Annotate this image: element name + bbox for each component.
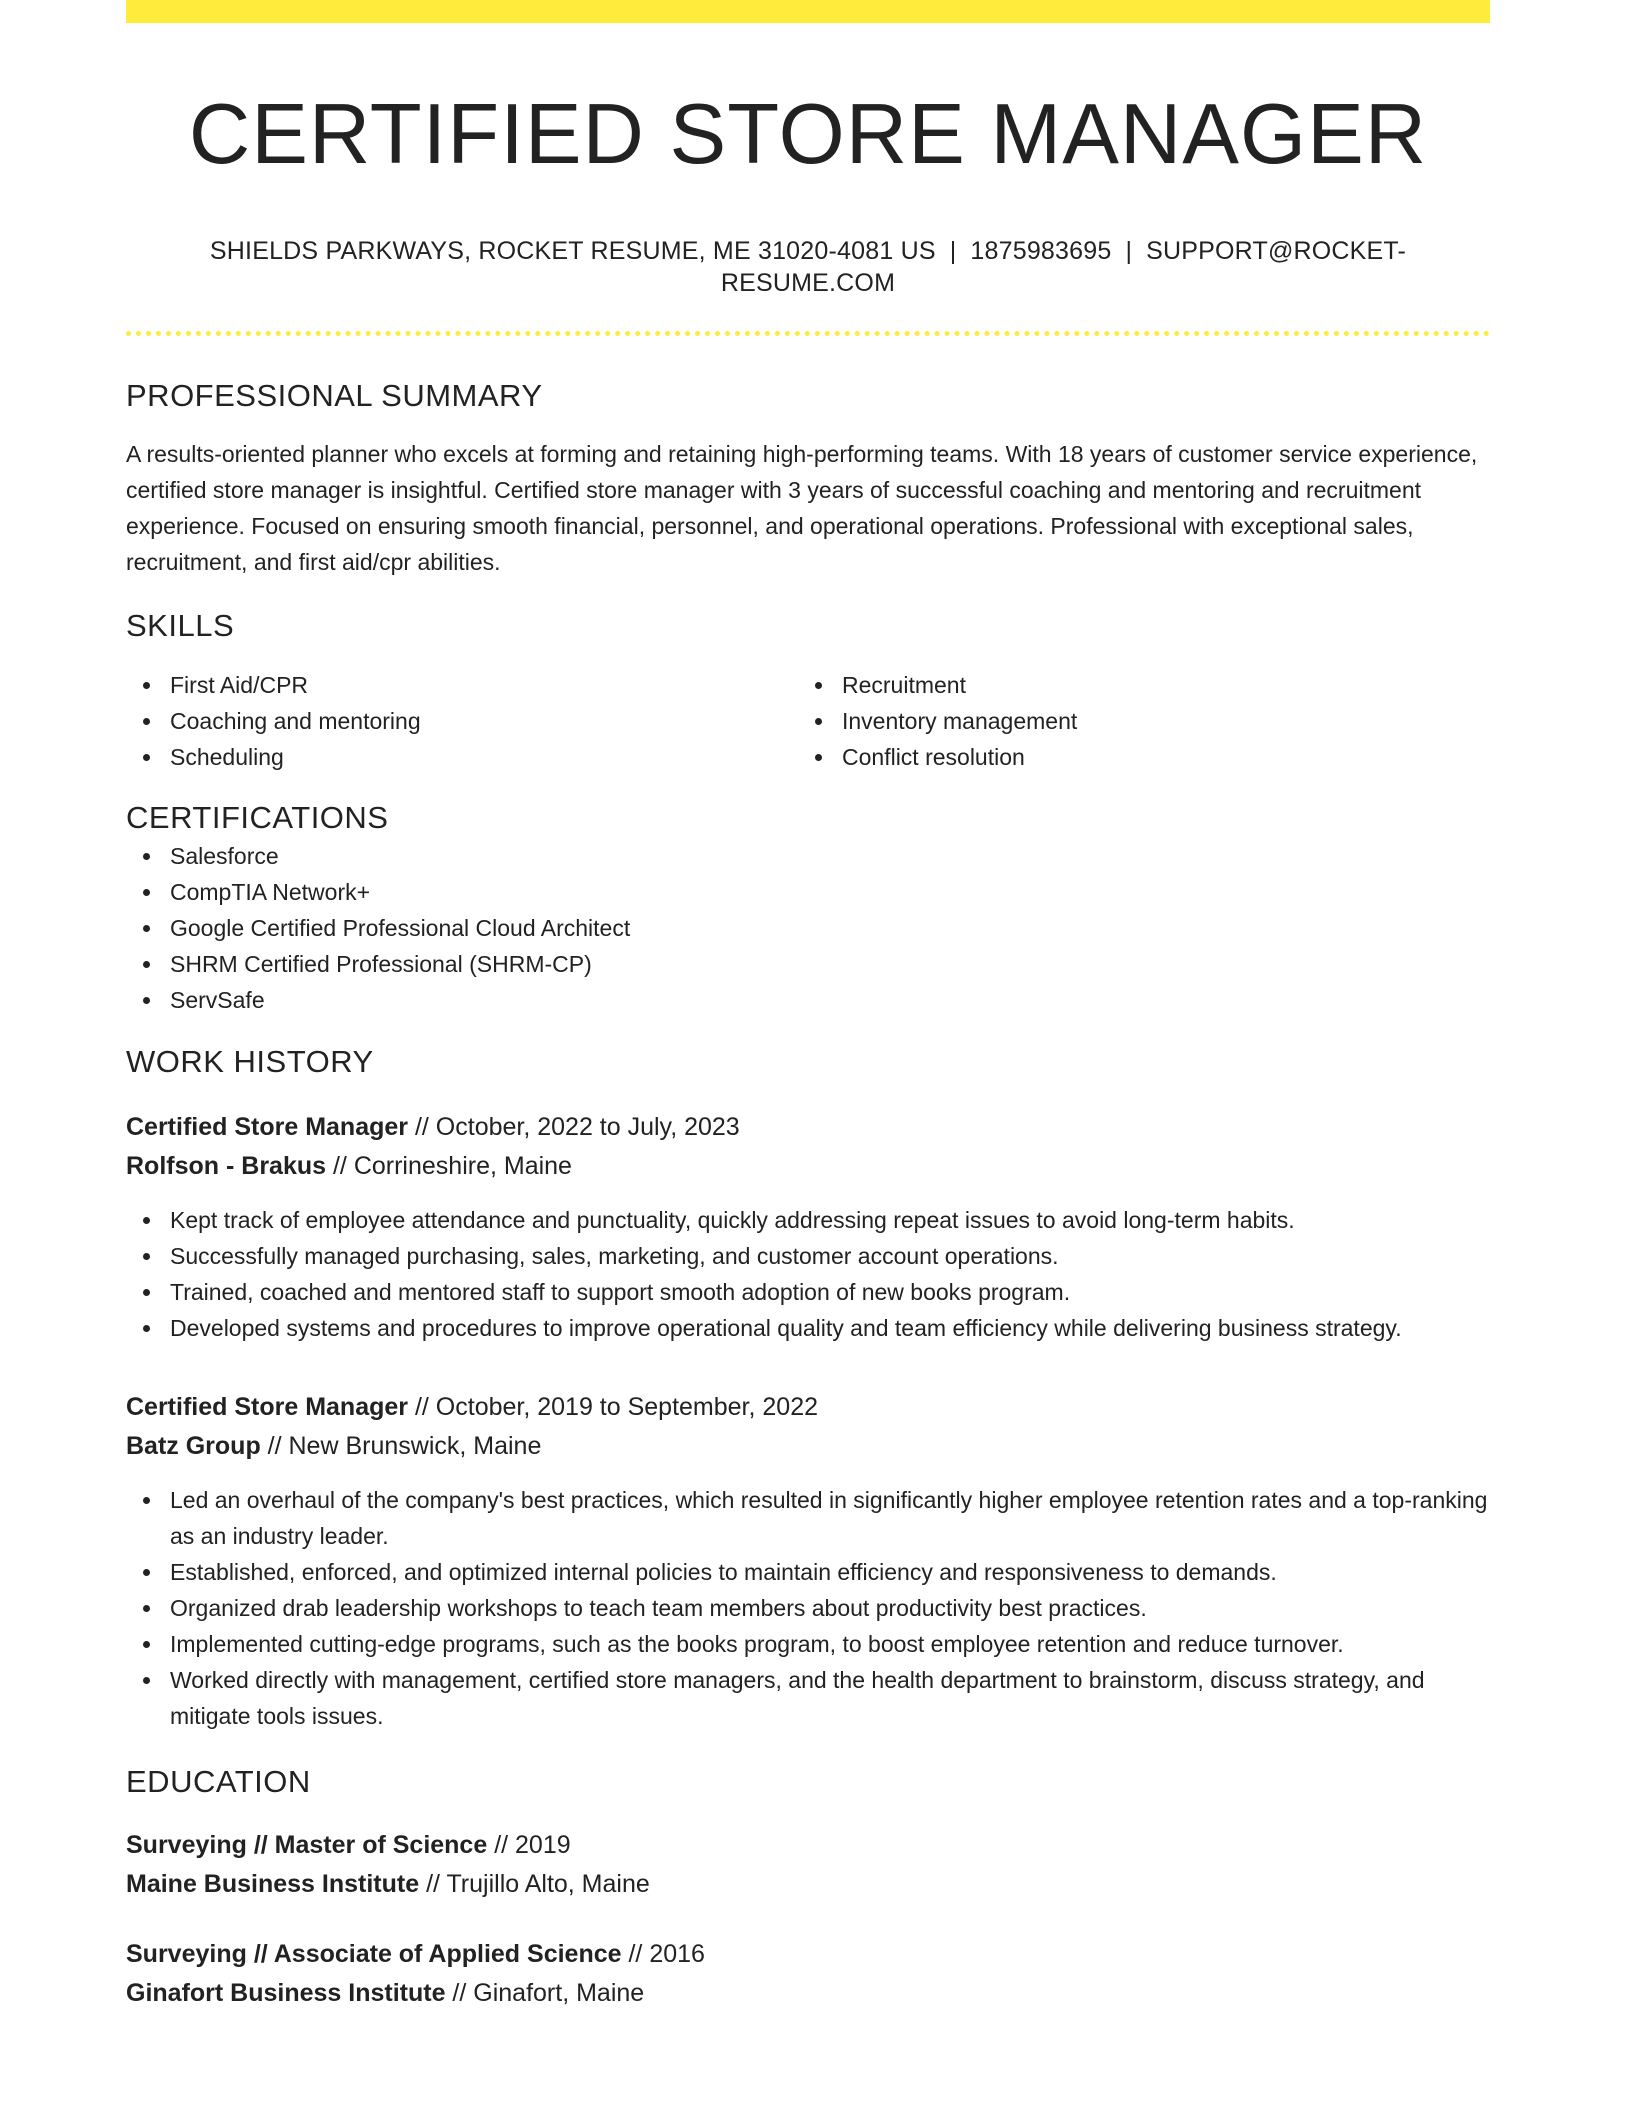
education-year: // 2016 — [621, 1940, 705, 1968]
contact-phone: 1875983695 — [970, 237, 1112, 265]
skills-heading: SKILLS — [126, 608, 235, 643]
skill-item: Recruitment — [842, 667, 1470, 703]
job-bullet: Organized drab leadership workshops to teach team members about productivity best practices. — [170, 1590, 1490, 1626]
skills-column-right — [798, 667, 1470, 775]
contact-address: SHIELDS PARKWAYS, ROCKET RESUME, ME 31020-4081 US — [209, 237, 936, 265]
job-entry — [126, 1108, 1490, 1346]
certifications-list — [126, 838, 1490, 1018]
contact-line — [126, 235, 1490, 299]
job-entry — [126, 1388, 1490, 1734]
job-location: // Corrineshire, Maine — [326, 1152, 572, 1180]
job-bullet: Successfully managed purchasing, sales, marketing, and customer account operations. — [170, 1238, 1490, 1274]
contact-email: SUPPORT@ROCKET-RESUME.COM — [720, 237, 1407, 297]
job-role: Certified Store Manager — [126, 1113, 409, 1141]
skills-list — [126, 667, 1490, 775]
job-title-line — [126, 1388, 1490, 1427]
accent-top-bar — [126, 0, 1490, 23]
job-bullets — [126, 1482, 1490, 1734]
work-history-heading: WORK HISTORY — [126, 1044, 374, 1079]
education-degree-line — [126, 1935, 1490, 1974]
job-company-line — [126, 1427, 1490, 1466]
education-heading: EDUCATION — [126, 1764, 311, 1799]
job-bullet: Kept track of employee attendance and punctuality, quickly addressing repeat issues to avoid long-term habits. — [170, 1202, 1490, 1238]
resume-name: CERTIFIED STORE MANAGER — [188, 87, 1428, 182]
certification-item: SHRM Certified Professional (SHRM-CP) — [170, 946, 1490, 982]
skill-item: Conflict resolution — [842, 739, 1470, 775]
certification-item: CompTIA Network+ — [170, 874, 1490, 910]
skill-item: Scheduling — [170, 739, 798, 775]
job-dates: // October, 2019 to September, 2022 — [408, 1393, 819, 1421]
resume-content — [126, 23, 1490, 2013]
certification-item: Salesforce — [170, 838, 1490, 874]
skill-item: First Aid/CPR — [170, 667, 798, 703]
job-bullet: Worked directly with management, certified store managers, and the health department to brainstorm, discuss strategy, and mitigate tools issues. — [170, 1662, 1490, 1734]
education-entry — [126, 1826, 1490, 1904]
contact-separator: | — [949, 237, 957, 265]
job-location: // New Brunswick, Maine — [260, 1432, 542, 1460]
certification-item: ServSafe — [170, 982, 1490, 1018]
education-school: Maine Business Institute — [126, 1870, 420, 1898]
education-degree: Surveying // Associate of Applied Science — [126, 1940, 622, 1968]
education-degree: Surveying // Master of Science — [126, 1831, 488, 1859]
education-degree-line — [126, 1826, 1490, 1865]
education-school: Ginafort Business Institute — [126, 1979, 446, 2007]
education-school-line — [126, 1865, 1490, 1904]
education-year: // 2019 — [487, 1831, 571, 1859]
job-title-line — [126, 1108, 1490, 1147]
job-bullet: Established, enforced, and optimized internal policies to maintain efficiency and responsiveness to demands. — [170, 1554, 1490, 1590]
job-company-line — [126, 1147, 1490, 1186]
certifications-heading: CERTIFICATIONS — [126, 800, 389, 835]
job-role: Certified Store Manager — [126, 1393, 409, 1421]
summary-heading: PROFESSIONAL SUMMARY — [126, 378, 543, 413]
job-bullet: Implemented cutting-edge programs, such as the books program, to boost employee retention and reduce turnover. — [170, 1626, 1490, 1662]
job-bullet: Led an overhaul of the company's best practices, which resulted in significantly higher employee retention rates and a top-ranking as an industry leader. — [170, 1482, 1490, 1554]
education-entry — [126, 1935, 1490, 2013]
job-company: Batz Group — [126, 1432, 261, 1460]
skill-item: Inventory management — [842, 703, 1470, 739]
skill-item: Coaching and mentoring — [170, 703, 798, 739]
certification-item: Google Certified Professional Cloud Architect — [170, 910, 1490, 946]
education-location: // Ginafort, Maine — [445, 1979, 645, 2007]
job-bullet: Developed systems and procedures to improve operational quality and team efficiency while delivering business strategy. — [170, 1310, 1490, 1346]
summary-text: A results-oriented planner who excels at forming and retaining high-performing teams. With 18 years of customer service experience, certified store manager is insightful. Certified store manager with 3 years of successful coaching and mentoring and recruitment experience. Focused on ensuring smooth financial, personnel, and operational operations. Professional with exceptional sales, recruitment, and first aid/cpr abilities. — [126, 441, 1478, 575]
job-bullets — [126, 1202, 1490, 1346]
job-bullet: Trained, coached and mentored staff to support smooth adoption of new books program. — [170, 1274, 1490, 1310]
skills-column-left — [126, 667, 798, 775]
dotted-divider — [126, 331, 1490, 336]
job-company: Rolfson - Brakus — [126, 1152, 327, 1180]
contact-separator: | — [1125, 237, 1133, 265]
job-dates: // October, 2022 to July, 2023 — [408, 1113, 740, 1141]
education-location: // Trujillo Alto, Maine — [419, 1870, 650, 1898]
education-school-line — [126, 1974, 1490, 2013]
